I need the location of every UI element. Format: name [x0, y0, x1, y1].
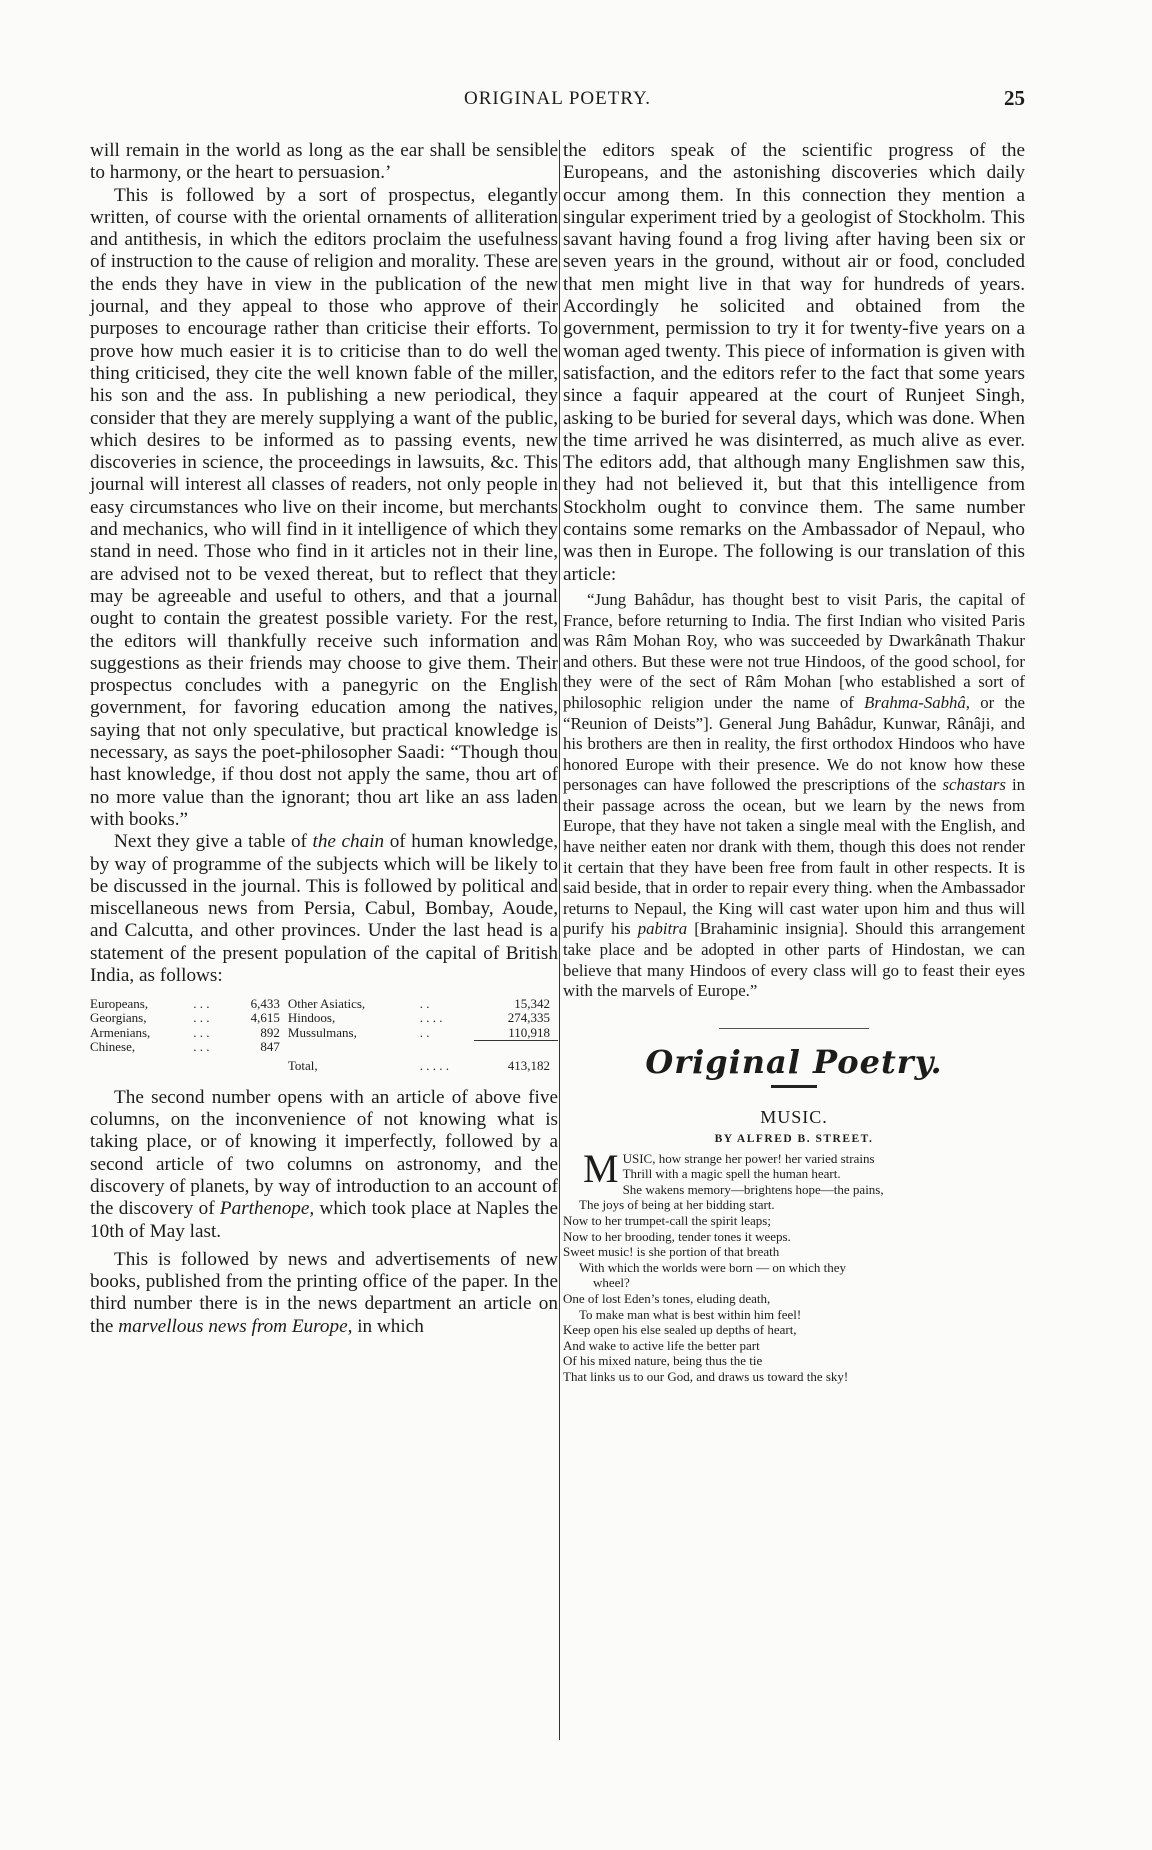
paragraph: the editors speak of the scientific progress of the Europeans, and the astonishing discoveries which daily occur among them. In this connection they mention a singular experiment tried by a geologist of Stockholm. This savant having found a frog living after having been six or seven years in the ground, without air or food, concluded that men might live in that way for hundreds of years. Accordingly he solicited and obtained from the government, permission to try it for twenty-five years on a woman aged twenty. This piece of information is given with satisfaction, and the editors refer to the fact that some years since a faquir appeared at the court of Runjeet Singh, asking to be buried for several days, which was done. When the time arrived he was disinterred, as much alive as ever. The editors add, that although many Englishmen saw this, they had not believed it, but that this intelligence from Stockholm ought to convince them. The same number contains some remarks on the Ambassador of Nepaul, who was then in Europe. The following is our translation of this article: [563, 140, 1025, 585]
poem-line: USIC, how strange her power! her varied strains [622, 1150, 875, 1166]
poem-line: Of his mixed nature, being thus the tie [563, 1353, 763, 1369]
paragraph: This is followed by news and advertisements of new books, published from the printing office of the paper. In the third number there is in the news department an article on the marvellous news from Europe, in which [90, 1248, 558, 1337]
section-title: Original Poetry. [645, 1042, 943, 1081]
running-head: ORIGINAL POETRY. [463, 88, 651, 109]
poem-line: To make man what is best within him feel! [579, 1306, 802, 1322]
poem-line: Now to her trumpet-call the spirit leaps; [563, 1213, 771, 1229]
table-row: Chinese, . . . 847 [90, 1040, 558, 1054]
table-total-row: Total, . . . . . 413,182 [287, 1057, 550, 1073]
table-row: Armenians, . . . 892 Mussulmans, . . 110,918 [90, 1024, 550, 1040]
paragraph: The second number opens with an article of above five columns, on the inconvenience of not knowing what is taking place, or of knowing it imperfectly, followed by a second article of two columns on astronomy, and the discovery of planets, by way of introduction to an account of the discovery of Parthenope, which took place at Naples the 10th of May last. [90, 1086, 558, 1242]
page-number: 25 [1004, 86, 1025, 110]
table-row: Georgians, . . . 4,615 Hindoos, . . . . 274,335 [90, 1010, 550, 1026]
poem-line: wheel? [593, 1275, 630, 1291]
left-column [90, 140, 558, 1338]
population-table [90, 997, 558, 1073]
poem-line: Thrill with a magic spell the human heart. [622, 1166, 841, 1182]
poem-line: Now to her brooding, tender tones it weeps. [563, 1228, 791, 1244]
poem-line: And wake to active life the better part [563, 1337, 760, 1353]
poem-line: Keep open his else sealed up depths of heart, [563, 1322, 797, 1338]
poem-line: The joys of being at her bidding start. [579, 1197, 775, 1213]
page-header [90, 88, 1025, 120]
poem-title: MUSIC. [760, 1107, 828, 1128]
title-rule [771, 1085, 817, 1088]
section-divider [719, 1028, 869, 1029]
right-column [563, 140, 1025, 1385]
paragraph: will remain in the world as long as the ear shall be sensible to harmony, or the heart to persuasion.’ [90, 140, 558, 184]
poem-line: She wakens memory—brightens hope—the pains, [622, 1181, 884, 1197]
poem-line: Sweet music! is she portion of that breath [563, 1244, 780, 1260]
poem-byline: BY ALFRED B. STREET. [714, 1133, 874, 1146]
drop-cap: M [583, 1145, 619, 1191]
poem-line: With which the worlds were born — on which they [579, 1259, 847, 1275]
column-divider [559, 140, 560, 1740]
paragraph: This is followed by a sort of prospectus, elegantly written, of course with the oriental ornaments of alliteration and antithesis, in which the editors proclaim the usefulness of instruction to the cause of religion and morality. These are the ends they have in view in the publication of the new journal, and they appeal to those who approve of their purposes to encourage rather than criticise their efforts. To prove how much easier it is to criticise than to do well the thing criticised, they cite the well known fable of the miller, his son and the ass. In publishing a new periodical, they consider that they are merely supplying a want of the public, which desires to be informed as to passing events, new discoveries in science, the proceedings in lawsuits, &c. This journal will interest all classes of readers, not only people in easy circumstances who live on their income, but merchants and mechanics, who will find in it intelligence of which they stand in need. Those who find in it articles not in their line, are advised not to be vexed thereat, but to reflect that they may be agreeable and useful to others, and that a journal ought to contain the greatest possible variety. For the rest, the editors will thankfully receive such information and suggestions as their friends may choose to give them. Their prospectus concludes with a panegyric on the English government, for favoring education among the natives, saying that not only speculative, but practical knowledge is necessary, as says the poet-philosopher Saadi: “Though thou hast knowledge, if thou dost not apply the same, thou art of no more value than the ignorant; thou art like an ass laden with books.” [90, 184, 558, 830]
quoted-translation: “Jung Bahâdur, has thought best to visit Paris, the capital of France, before returning to India. The first Indian who visited Paris was Râm Mohan Roy, who was succeeded by Dwarkânath Thakur and others. But these were not true Hindoos, of the good school, for they were of the sect of Râm Mohan [who established a sort of philosophic religion under the name of Brahma-Sabhâ, or the “Reunion of Deists”]. General Jung Bahâdur, Kunwar, Rânâji, and his brothers are then in reality, the first orthodox Hindoos who have honored Europe with their presence. We do not know how these personages can have followed the prescriptions of the schastars in their passage across the ocean, but we learn by the news from Europe, that they have not taken a single meal with the English, and have neither eaten nor drank with them, though this does not render it certain that they have been free from fault in other respects. It is said beside, that in order to repair every thing. when the Ambassador returns to Nepaul, the King will cast water upon him and thus will purify his pabitra [Brahaminic insignia]. Should this arrangement take place and be adopted in other parts of Hindostan, we can believe that many Hindoos of every class will go to feast their eyes with the marvels of Europe.” [563, 589, 1026, 1001]
table-row: Europeans, . . . 6,433 Other Asiatics, . . 15,342 [90, 996, 550, 1012]
poem-line: One of lost Eden’s tones, eluding death, [563, 1291, 771, 1307]
poem-line: That links us to our God, and draws us toward the sky! [563, 1369, 849, 1385]
poem [563, 1145, 1025, 1385]
paragraph: Next they give a table of the chain of human knowledge, by way of programme of the subjects which will be likely to be discussed in the journal. This is followed by political and miscellaneous news from Persia, Cabul, Bombay, Aoude, and Calcutta, and other provinces. Under the last head is a statement of the present population of the capital of British India, as follows: [90, 831, 559, 986]
